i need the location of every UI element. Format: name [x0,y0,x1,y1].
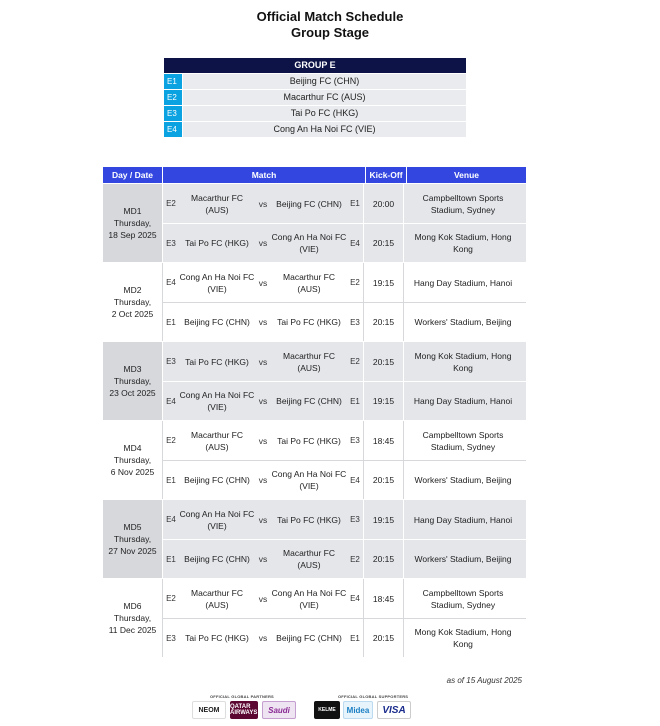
vs-label-text: vs [258,514,268,525]
group-team-code: E2 [164,90,182,105]
home-team-code [163,634,179,643]
group-row [164,106,466,121]
matchday-label [103,579,162,657]
away-team-text: Cong An Ha Noi FC (VIE) [271,232,347,254]
vs-label [255,396,271,406]
home-team-code [163,555,179,564]
away-team-code-text: E4 [350,594,360,603]
match-row [162,263,526,302]
vs-label-text: vs [258,475,268,485]
vs-label-text: vs [258,198,268,209]
header-day-date: Day / Date [103,167,162,183]
venue-text: Campbelltown Sports Stadium, Sydney [422,587,504,610]
home-team-text: Beijing FC (CHN) [184,475,250,485]
matchday-label-text: MD1 Thursday, 18 Sep 2025 [108,206,157,240]
vs-label-text: vs [258,277,268,288]
kickoff-time [363,303,403,341]
away-team-text: Cong An Ha Noi FC (VIE) [271,587,347,610]
venue-text: Hang Day Stadium, Hanoi [413,514,513,525]
home-team-code-text: E4 [166,278,176,287]
venue [403,540,522,578]
partners-label: OFFICIAL GLOBAL PARTNERS [210,694,274,699]
kickoff-time [363,224,403,262]
qatar-airways-logo [230,701,258,719]
venue [403,382,522,420]
away-team [271,468,347,492]
neom-logo [192,701,226,719]
home-team [179,587,255,611]
qatar-logo-text: QATAR AIRWAYS [230,704,258,716]
away-team-code-text: E4 [350,475,360,485]
home-team [179,553,255,565]
home-team-code-text: E1 [166,317,176,327]
kickoff-time [363,540,403,578]
matchday-list [103,184,526,657]
venue [403,579,522,618]
vs-label [255,515,271,525]
group-team-name: Macarthur FC (AUS) [183,90,466,105]
schedule-table [103,167,526,657]
away-team-code-text: E1 [350,199,360,208]
away-team [271,350,347,374]
vs-label [255,436,271,446]
matchday-matches [162,263,526,341]
group-team-code: E4 [164,122,182,137]
kickoff-time [363,421,403,460]
venue-text: Hang Day Stadium, Hanoi [413,277,513,288]
vs-label [255,317,271,327]
midea-logo-text: Midea [346,705,370,715]
away-team-text: Macarthur FC (AUS) [283,271,335,294]
home-team-code [163,397,179,406]
matchday-block [103,263,526,341]
away-team-text: Tai Po FC (HKG) [277,514,341,525]
matchday-matches [162,579,526,657]
home-team-text: Macarthur FC (AUS) [191,587,243,610]
away-team-code-text: E1 [350,633,360,643]
home-team-code [163,357,179,366]
kickoff-time-text: 20:15 [372,356,395,367]
kickoff-time [363,263,403,302]
home-team-text: Cong An Ha Noi FC (VIE) [179,508,255,531]
home-team-text: Cong An Ha Noi FC (VIE) [179,390,255,412]
home-team-text: Tai Po FC (HKG) [185,633,249,643]
group-row [164,74,466,89]
vs-label [255,594,271,604]
visa-logo [377,701,411,719]
kickoff-time-text: 19:15 [372,396,395,406]
matchday-block [103,500,526,578]
away-team-code-text: E4 [350,238,360,248]
away-team-code [347,318,363,327]
home-team-code-text: E4 [166,396,176,406]
away-team-code [347,594,363,603]
venue-text: Mong Kok Stadium, Hong Kong [414,627,512,649]
away-team-code [347,397,363,406]
kickoff-time [363,579,403,618]
kickoff-time-text: 20:15 [372,475,395,485]
home-team-text: Beijing FC (CHN) [184,554,250,564]
group-team-name: Beijing FC (CHN) [183,74,466,89]
away-team-code [347,476,363,485]
venue [403,263,522,302]
schedule-header-row [103,167,526,183]
home-team-text: Macarthur FC (AUS) [191,192,243,215]
home-team-code [163,318,179,327]
home-team-code-text: E1 [166,475,176,485]
match-row [162,421,526,460]
kickoff-time-text: 18:45 [372,593,395,604]
header-kickoff: Kick-Off [366,167,406,183]
away-team-code [347,239,363,248]
away-team [271,395,347,407]
venue-text: Workers' Stadium, Beijing [414,317,512,327]
away-team-code-text: E2 [350,554,360,564]
vs-label-text: vs [258,593,268,604]
matchday-matches [162,342,526,420]
matchday-block [103,342,526,420]
kickoff-time-text: 20:15 [372,554,395,564]
kickoff-time [363,500,403,539]
home-team-text: Macarthur FC (AUS) [191,429,243,452]
home-team-code [163,278,179,287]
group-row [164,122,466,137]
vs-label [255,633,271,643]
away-team-code-text: E2 [350,278,360,287]
home-team-code-text: E2 [166,199,176,208]
match-row [162,460,526,499]
away-team-code-text: E3 [350,515,360,524]
match-row [162,579,526,618]
home-team-code-text: E4 [166,515,176,524]
home-team-text: Cong An Ha Noi FC (VIE) [179,271,255,294]
neom-logo-text: NEOM [198,706,220,714]
matchday-label [103,263,162,341]
home-team-code [163,594,179,603]
home-team-code-text: E3 [166,357,176,366]
away-team-code [347,199,363,208]
kickoff-time-text: 19:15 [372,277,395,288]
home-team-text: Tai Po FC (HKG) [185,356,249,367]
home-team-code [163,476,179,485]
venue-text: Mong Kok Stadium, Hong Kong [414,350,512,373]
matchday-label-text: MD4 Thursday, 6 Nov 2025 [110,443,155,477]
match-row [162,500,526,539]
home-team [179,192,255,216]
kickoff-time-text: 20:15 [372,633,395,643]
venue-text: Workers' Stadium, Beijing [414,475,512,485]
kelme-logo [314,701,340,719]
away-team [271,514,347,526]
away-team-code [347,357,363,366]
matchday-label [103,342,162,420]
header-venue: Venue [407,167,526,183]
venue-text: Campbelltown Sports Stadium, Sydney [422,192,504,215]
matchday-block [103,184,526,262]
venue [403,500,522,539]
matchday-label [103,500,162,578]
kelme-logo-text: KELME [318,707,336,713]
matchday-block [103,421,526,499]
away-team-text: Cong An Ha Noi FC (VIE) [271,469,347,491]
group-team-code: E3 [164,106,182,121]
matchday-matches [162,421,526,499]
away-team-text: Tai Po FC (HKG) [277,317,341,327]
home-team-text: Beijing FC (CHN) [184,317,250,327]
home-team-code [163,199,179,208]
kickoff-time [363,619,403,657]
kickoff-time [363,184,403,223]
venue [403,342,522,381]
kickoff-time-text: 20:15 [372,317,395,327]
venue-text: Hang Day Stadium, Hanoi [413,396,513,406]
venue-text: Campbelltown Sports Stadium, Sydney [422,429,504,452]
visa-logo-text: VISA [382,704,406,716]
group-row [164,90,466,105]
vs-label [255,199,271,209]
home-team [179,237,255,249]
vs-label-text: vs [258,356,268,367]
venue [403,461,522,499]
saudi-logo-text: Saudi [268,705,290,715]
group-team-name: Cong An Ha Noi FC (VIE) [183,122,466,137]
match-row [162,539,526,578]
away-team [271,435,347,447]
supporters-label: OFFICIAL GLOBAL SUPPORTERS [338,694,409,699]
group-team-code: E1 [164,74,182,89]
home-team [179,429,255,453]
title-line-1: Official Match Schedule [256,9,404,24]
home-team-code [163,239,179,248]
match-row [162,342,526,381]
venue [403,184,522,223]
group-team-name: Tai Po FC (HKG) [183,106,466,121]
away-team-code-text: E2 [350,357,360,366]
vs-label-text: vs [258,435,268,446]
home-team [179,474,255,486]
home-team-text: Tai Po FC (HKG) [185,238,249,248]
venue [403,421,522,460]
home-team-code-text: E3 [166,238,176,248]
away-team-code [347,278,363,287]
vs-label-text: vs [258,238,268,248]
away-team-text: Beijing FC (CHN) [276,396,342,406]
away-team [271,316,347,328]
away-team-code-text: E1 [350,396,360,406]
kickoff-time [363,461,403,499]
group-header: GROUP E [164,58,466,73]
midea-logo [343,701,373,719]
match-row [162,381,526,420]
matchday-label-text: MD5 Thursday, 27 Nov 2025 [108,522,157,556]
away-team [271,198,347,210]
matchday-matches [162,500,526,578]
vs-label [255,278,271,288]
away-team-code [347,436,363,445]
matchday-block [103,579,526,657]
vs-label-text: vs [258,396,268,406]
page-title [0,9,660,41]
matchday-label [103,421,162,499]
home-team-code [163,436,179,445]
vs-label [255,357,271,367]
away-team [271,632,347,644]
match-row [162,618,526,657]
home-team-code-text: E1 [166,554,176,564]
away-team [271,271,347,295]
vs-label-text: vs [258,317,268,327]
title-line-2: Group Stage [290,25,369,40]
home-team [179,316,255,328]
home-team [179,508,255,532]
away-team-code-text: E3 [350,436,360,445]
away-team-text: Tai Po FC (HKG) [277,435,341,446]
away-team-code-text: E3 [350,317,360,327]
sponsor-bar [190,694,430,722]
vs-label [255,238,271,248]
home-team [179,356,255,368]
away-team-code [347,515,363,524]
venue-text: Mong Kok Stadium, Hong Kong [414,232,512,254]
matchday-label-text: MD2 Thursday, 2 Oct 2025 [111,285,154,319]
kickoff-time [363,382,403,420]
vs-label-text: vs [258,554,268,564]
home-team-code [163,515,179,524]
header-match: Match [163,167,365,183]
visit-saudi-logo [262,701,296,719]
away-team-text: Beijing FC (CHN) [276,198,342,209]
match-row [162,302,526,341]
vs-label [255,475,271,485]
matchday-label-text: MD6 Thursday, 11 Dec 2025 [108,601,157,635]
matchday-label [103,184,162,262]
kickoff-time-text: 20:15 [372,238,395,248]
venue [403,303,522,341]
away-team-text: Beijing FC (CHN) [276,633,342,643]
kickoff-time-text: 19:15 [372,514,395,525]
match-row [162,184,526,223]
home-team [179,389,255,413]
away-team-code [347,555,363,564]
home-team-code-text: E2 [166,594,176,603]
home-team [179,271,255,295]
vs-label [255,554,271,564]
matchday-matches [162,184,526,262]
group-table [164,58,466,137]
home-team [179,632,255,644]
away-team-text: Macarthur FC (AUS) [283,350,335,373]
kickoff-time-text: 20:00 [372,198,395,209]
away-team [271,231,347,255]
home-team-code-text: E2 [166,436,176,445]
home-team-code-text: E3 [166,633,176,643]
away-team [271,547,347,571]
kickoff-time-text: 18:45 [372,435,395,446]
venue [403,224,522,262]
kickoff-time [363,342,403,381]
vs-label-text: vs [258,633,268,643]
venue-text: Workers' Stadium, Beijing [414,554,512,564]
as-of-date: as of 15 August 2025 [446,676,522,685]
away-team [271,587,347,611]
away-team-text: Macarthur FC (AUS) [283,548,335,570]
away-team-code [347,634,363,643]
matchday-label-text: MD3 Thursday, 23 Oct 2025 [109,364,156,398]
venue [403,619,522,657]
match-row [162,223,526,262]
